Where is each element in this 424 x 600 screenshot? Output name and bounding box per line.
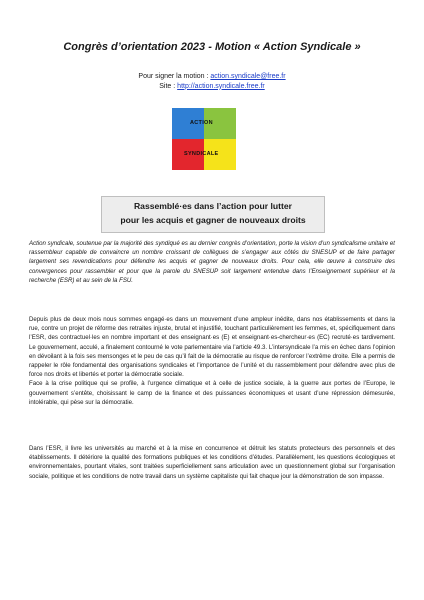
headline-line-2: pour les acquis et gagner de nouveaux droits bbox=[120, 214, 306, 225]
logo-word-bottom: SYNDICALE bbox=[184, 151, 219, 157]
site-line bbox=[0, 82, 424, 92]
sign-line bbox=[0, 72, 424, 82]
site-label: Site : bbox=[159, 82, 178, 90]
logo-word-top: ACTION bbox=[190, 120, 213, 126]
action-syndicale-logo bbox=[172, 108, 236, 170]
sign-email-link[interactable]: action.syndicale@free.fr bbox=[210, 73, 286, 80]
sign-block bbox=[0, 72, 424, 91]
headline-banner bbox=[101, 196, 325, 233]
site-url-link[interactable]: http://action.syndicale.free.fr bbox=[177, 82, 265, 90]
headline-line-1: Rassemblé·es dans l’action pour lutter bbox=[133, 201, 293, 211]
page-title: Congrès d’orientation 2023 - Motion « Action Syndicale » bbox=[63, 41, 361, 53]
body-paragraph-2: Dans l’ESR, il livre les universités au marché et à la mise en concurrence et détruit les statuts protecteurs des personnels et des établissements. Il détériore la qualité des formations publiques et les conditions d’études. Parallèlement, les questions écologiques et environnementales, pourtant vitales, sont traitées superficiellement sans articulation avec un questionnement global sur l’organisation sociale, politique et les conditions de notre travail dans un système capitaliste qui fait chaque jour la démonstration de son impasse. bbox=[29, 445, 395, 480]
intro-paragraph: Action syndicale, soutenue par la majorité des syndiqué es au dernier congrès d’orientation, porte la vision d’un syndicalisme unitaire et rassembleur capable de convaincre un nombre croissant de collègues de s’engager aux côtés du SNESUP et de faire partager largement ses revendications pour défendre les acquis et gagner de nouveaux droits. Pour cela, elle œuvre à construire des convergences pour rassembler et pour que la parole du SNESUP soit largement entendue dans l’Enseignement supérieur et la recherche (ESR) et au sein de la FSU. bbox=[29, 240, 395, 284]
body-paragraph-1: Depuis plus de deux mois nous sommes engagé·es dans un mouvement d’une ampleur inédite, dans nos établissements et dans la rue, contre un projet de réforme des retraites injuste, brutal et injustifié, touchant particulièrement les femmes, et, spécifiquement dans l’ESR, des contractuel·les en nombre important et des enseignant·es (E) et enseignant·es-chercheur·es (EC) recruté·es tardivement. Le gouvernement, acculé, a finalement contourné le vote parlementaire via l’article 49.3. L’intersyndicale l’a mis en échec dans l’opinion en dévoilant à la fois ses mensonges et le peu de cas qu’il fait de la démocratie au risque de renforcer l’extrême droite. Elle a permis de rappeler le rôle fondamental des organisations syndicales et l’importance de l’unité et du rassemblement pour défendre avec plus de force nos droits et libertés et porter la démocratie sociale. Face à la crise politique qui se profile, à l’urgence climatique et à celle de justice sociale, à la guerre aux portes de l’Europe, le gouvernement s’entête, choisissant le camp de la finance et des puissances économiques et usant d’une répression démesurée, intolérable, qui pèse sur la démocratie. bbox=[29, 316, 395, 406]
sign-label: Pour signer la motion : bbox=[138, 73, 211, 80]
